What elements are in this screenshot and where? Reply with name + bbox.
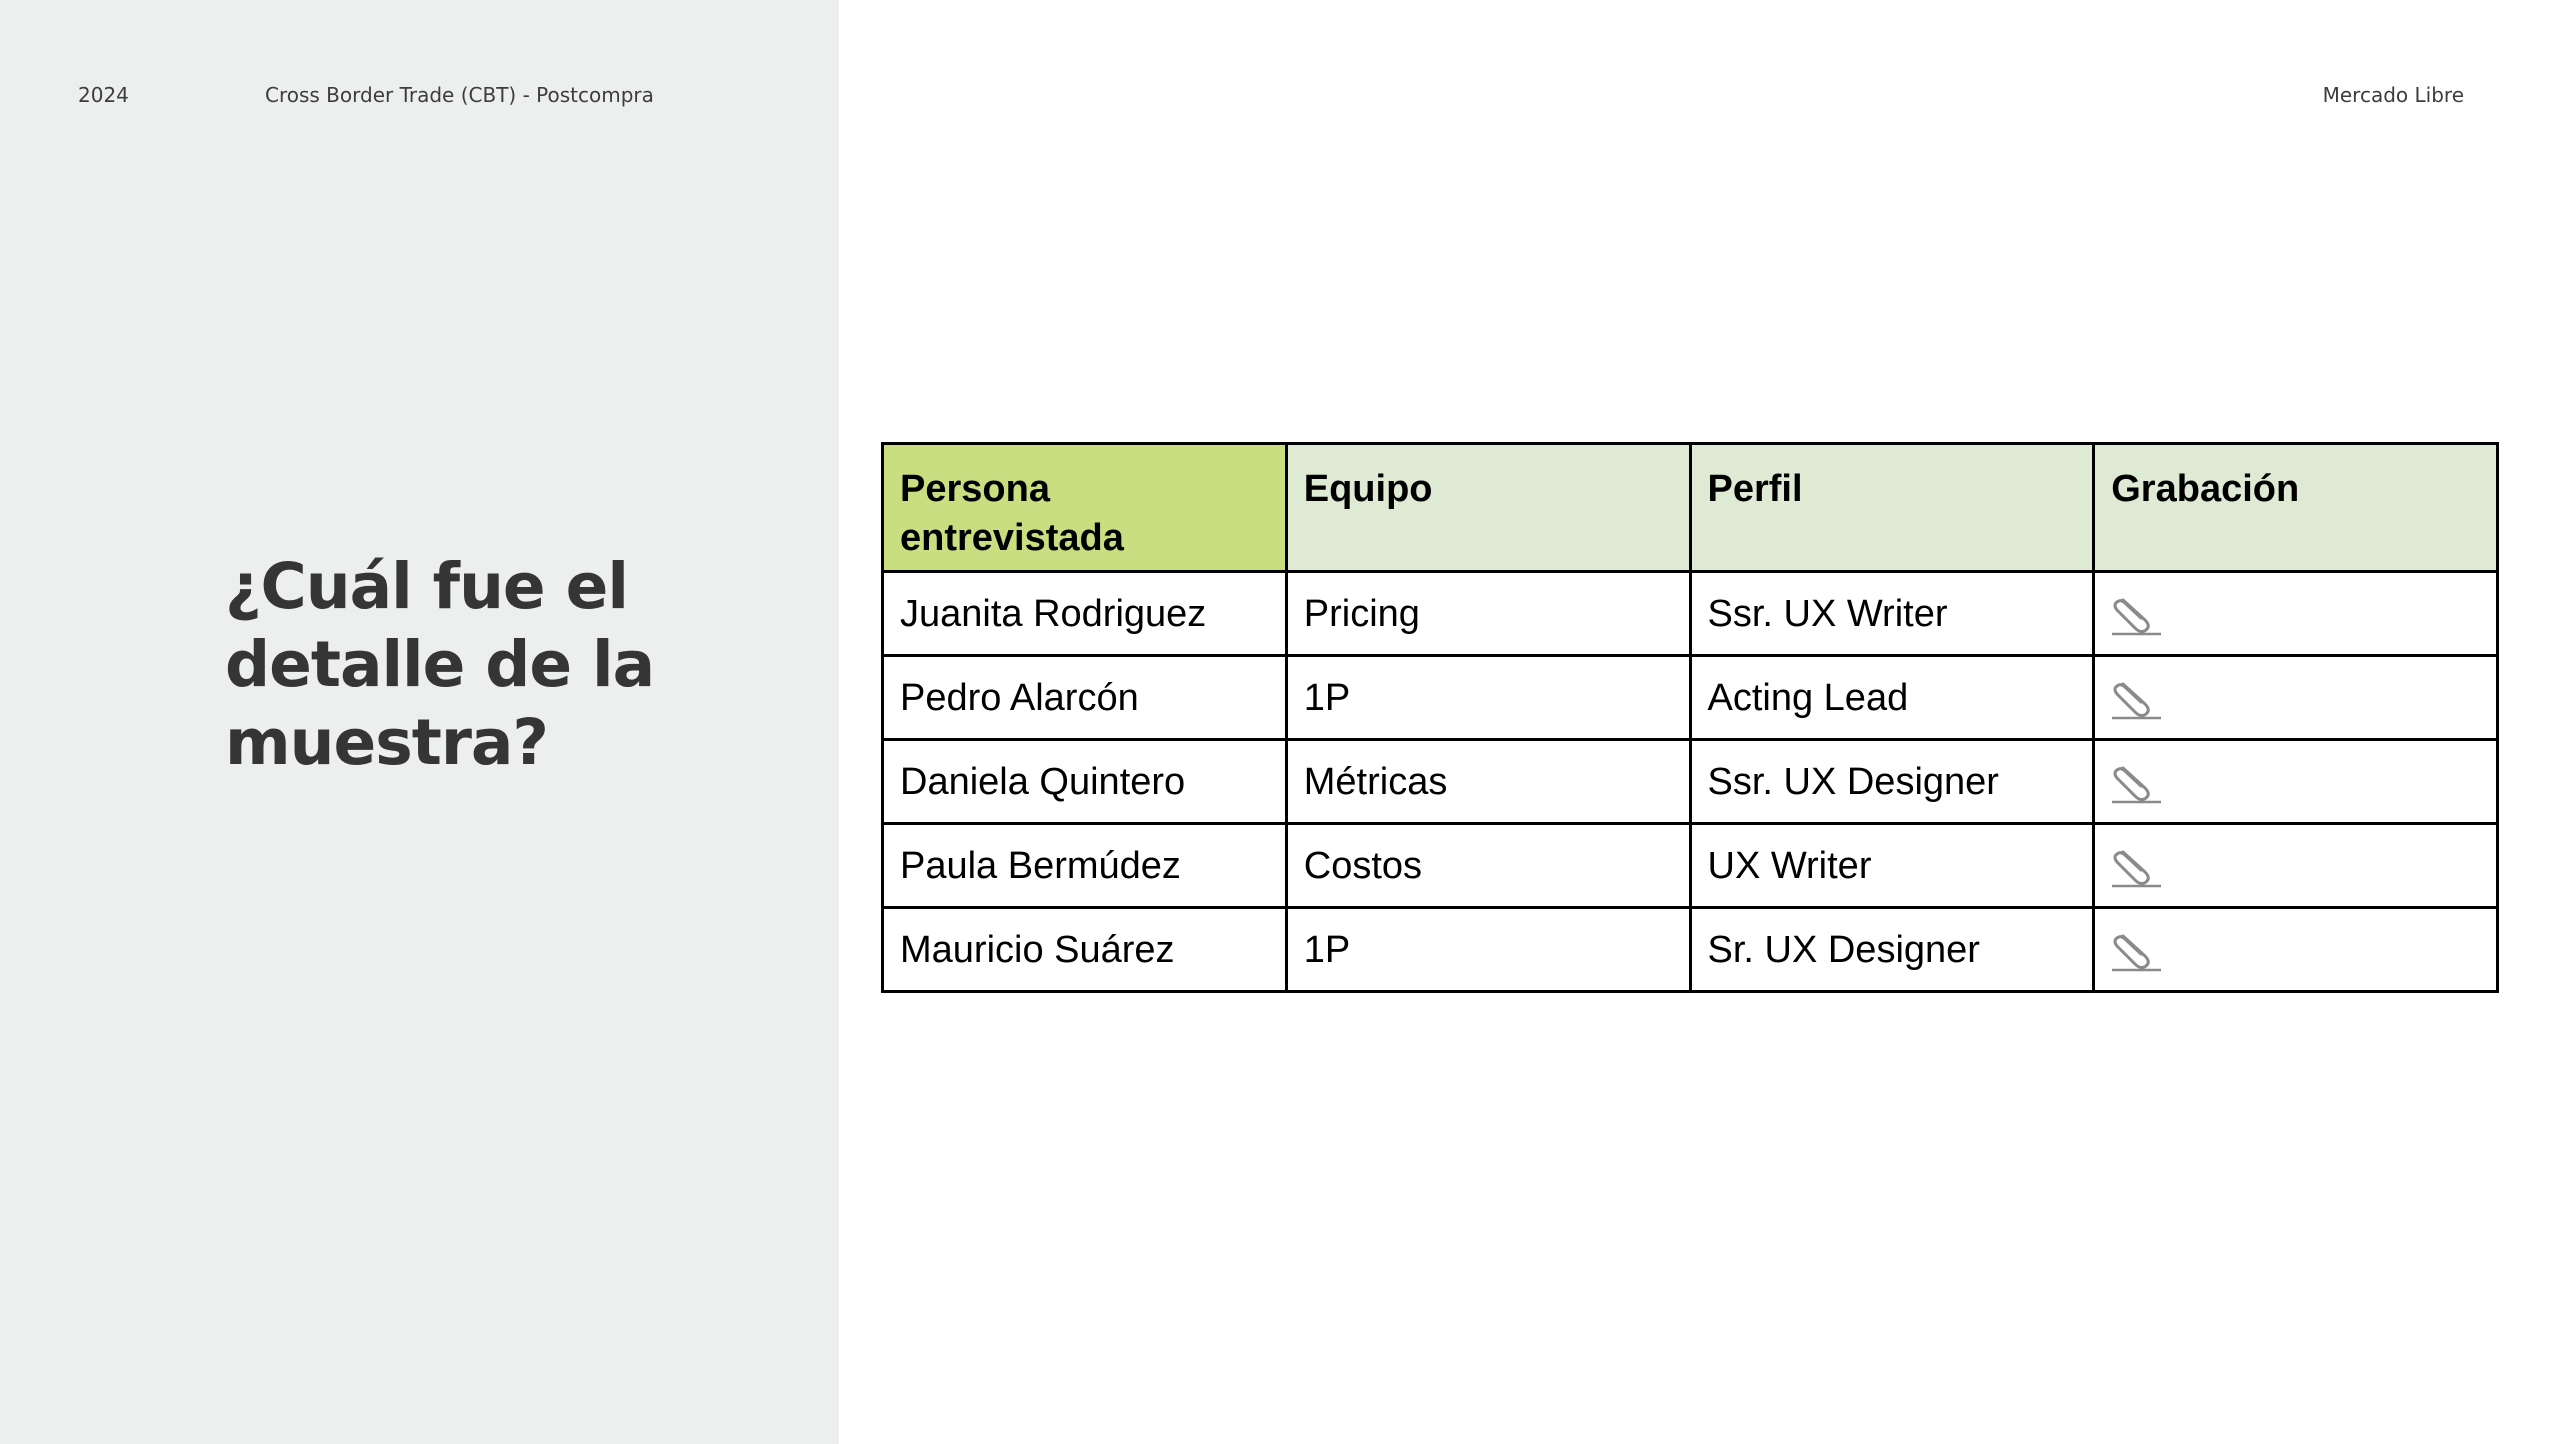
cell-grabacion: [2094, 572, 2498, 656]
page-title: ¿Cuál fue el detalle de la muestra?: [225, 550, 655, 779]
cell-perfil: Sr. UX Designer: [1690, 908, 2094, 992]
header-brand: Mercado Libre: [2322, 83, 2464, 107]
table-row: [883, 908, 2498, 992]
cell-equipo: Pricing: [1286, 572, 1690, 656]
cell-grabacion: [2094, 740, 2498, 824]
cell-persona: Daniela Quintero: [883, 740, 1287, 824]
header-project-title: Cross Border Trade (CBT) - Postcompra: [265, 83, 654, 107]
cell-equipo: 1P: [1286, 656, 1690, 740]
cell-grabacion: [2094, 908, 2498, 992]
sample-table: [881, 442, 2499, 993]
paperclip-icon[interactable]: [2111, 930, 2163, 972]
table-row: [883, 656, 2498, 740]
cell-grabacion: [2094, 824, 2498, 908]
table-header-row: [883, 444, 2498, 572]
table-row: [883, 740, 2498, 824]
column-header-grabacion: Grabación: [2094, 444, 2498, 572]
cell-persona: Paula Bermúdez: [883, 824, 1287, 908]
cell-grabacion: [2094, 656, 2498, 740]
paperclip-icon[interactable]: [2111, 594, 2163, 636]
paperclip-icon[interactable]: [2111, 846, 2163, 888]
cell-equipo: Costos: [1286, 824, 1690, 908]
cell-perfil: UX Writer: [1690, 824, 2094, 908]
paperclip-icon[interactable]: [2111, 678, 2163, 720]
cell-perfil: Acting Lead: [1690, 656, 2094, 740]
column-header-equipo: Equipo: [1286, 444, 1690, 572]
column-header-perfil: Perfil: [1690, 444, 2094, 572]
cell-perfil: Ssr. UX Designer: [1690, 740, 2094, 824]
cell-persona: Juanita Rodriguez: [883, 572, 1287, 656]
cell-perfil: Ssr. UX Writer: [1690, 572, 2094, 656]
cell-equipo: 1P: [1286, 908, 1690, 992]
cell-persona: Pedro Alarcón: [883, 656, 1287, 740]
table-row: [883, 824, 2498, 908]
table-row: [883, 572, 2498, 656]
cell-persona: Mauricio Suárez: [883, 908, 1287, 992]
cell-equipo: Métricas: [1286, 740, 1690, 824]
column-header-persona: Persona entrevistada: [883, 444, 1287, 572]
paperclip-icon[interactable]: [2111, 762, 2163, 804]
header-year: 2024: [78, 83, 129, 107]
